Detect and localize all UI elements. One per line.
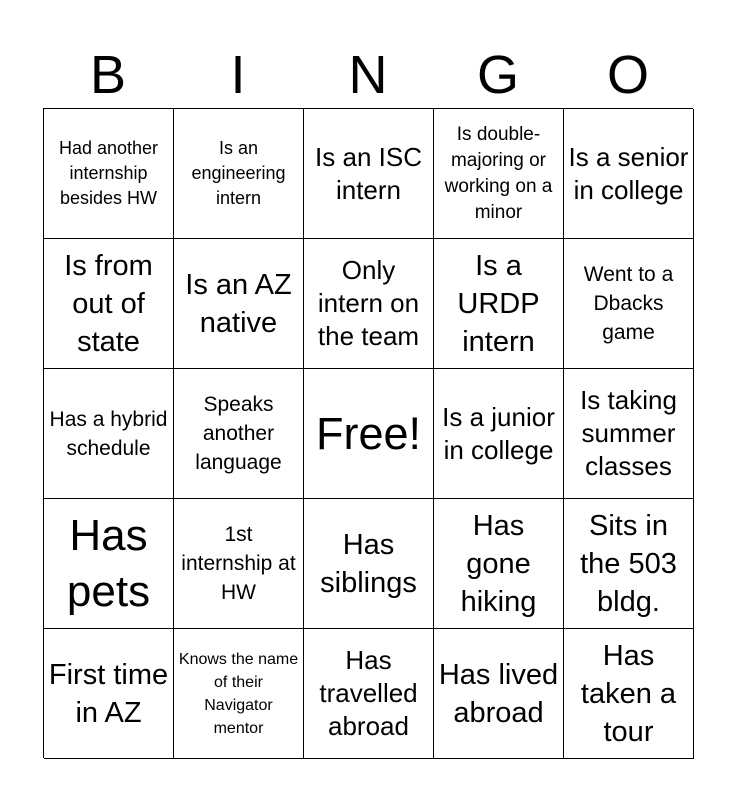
cell-text: Has siblings <box>320 528 417 599</box>
cell-text: Is an AZ native <box>185 268 292 339</box>
bingo-cell[interactable] <box>44 629 174 759</box>
cell-text: Is an ISC intern <box>315 141 422 205</box>
cell-text: Only intern on the team <box>317 255 420 351</box>
cell-text: First time in AZ <box>48 658 169 729</box>
cell-text: Is taking summer classes <box>580 385 677 481</box>
bingo-cell[interactable] <box>174 109 304 239</box>
bingo-cell[interactable] <box>44 239 174 369</box>
cell-text: Has travelled abroad <box>319 645 418 741</box>
bingo-cell[interactable] <box>564 369 694 499</box>
bingo-header <box>43 42 693 108</box>
cell-text: Has gone hiking <box>460 509 537 618</box>
cell-text: Is from out of state <box>64 249 153 358</box>
cell-text: Has taken a tour <box>580 639 677 748</box>
bingo-cell[interactable] <box>564 499 694 629</box>
cell-text: Has pets <box>66 510 151 616</box>
cell-text: Went to a Dbacks game <box>583 263 674 344</box>
bingo-cell[interactable] <box>44 369 174 499</box>
bingo-cell[interactable] <box>174 499 304 629</box>
bingo-cell[interactable] <box>564 239 694 369</box>
header-letter-i: I <box>230 45 246 105</box>
cell-text: Speaks another language <box>195 393 282 474</box>
header-letter-g: G <box>476 45 519 105</box>
bingo-cell[interactable] <box>434 239 564 369</box>
cell-text: Is a senior in college <box>568 141 689 205</box>
cell-text: Is double-majoring or working on a minor <box>444 123 553 223</box>
bingo-cell[interactable] <box>304 499 434 629</box>
bingo-cell[interactable] <box>304 239 434 369</box>
free-space-text: Free! <box>315 407 422 459</box>
bingo-cell[interactable] <box>434 499 564 629</box>
bingo-board <box>43 108 693 758</box>
bingo-cell[interactable] <box>44 499 174 629</box>
cell-text: Has lived abroad <box>438 658 559 729</box>
bingo-cell[interactable] <box>564 109 694 239</box>
bingo-cell[interactable] <box>434 629 564 759</box>
cell-text: Had another internship besides HW <box>58 138 159 208</box>
cell-text: Has a hybrid schedule <box>49 407 168 460</box>
bingo-cell[interactable] <box>174 629 304 759</box>
cell-text: Is an engineering intern <box>191 138 286 208</box>
bingo-cell[interactable] <box>434 109 564 239</box>
cell-text: 1st internship at HW <box>181 523 296 604</box>
cell-text: Knows the name of their Navigator mentor <box>178 650 299 737</box>
bingo-cell[interactable] <box>304 109 434 239</box>
bingo-cell[interactable] <box>174 369 304 499</box>
cell-text: Is a junior in college <box>442 401 555 465</box>
header-letter-o: O <box>606 45 649 105</box>
header-letter-n: N <box>348 45 388 105</box>
cell-text: Is a URDP intern <box>457 249 540 358</box>
bingo-cell[interactable] <box>434 369 564 499</box>
bingo-cell[interactable] <box>564 629 694 759</box>
bingo-cell[interactable] <box>44 109 174 239</box>
header-letter-b: B <box>89 45 127 105</box>
cell-text: Sits in the 503 bldg. <box>580 509 677 618</box>
bingo-cell[interactable] <box>174 239 304 369</box>
free-space-cell[interactable] <box>304 369 434 499</box>
bingo-cell[interactable] <box>304 629 434 759</box>
